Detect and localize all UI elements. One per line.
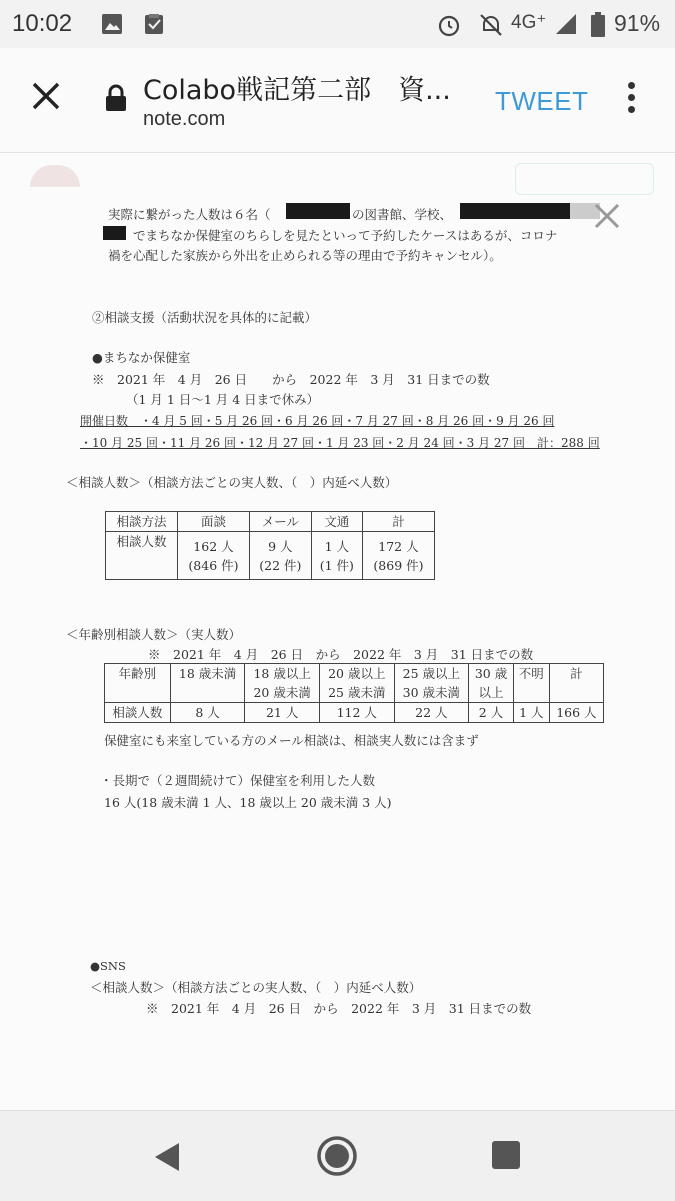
cell-value: 162 人 <box>193 538 234 554</box>
table-header: 相談方法 <box>106 512 178 532</box>
doc-line-3: 禍を心配した家族から外出を止められる等の理由で予約キャンセル）。 <box>108 248 502 263</box>
table-header: 年齢別 <box>105 664 171 703</box>
table-cell: 166 人 <box>549 703 603 723</box>
recent-apps-icon[interactable] <box>492 1141 520 1169</box>
more-options-icon[interactable] <box>624 82 638 116</box>
home-icon[interactable] <box>316 1135 358 1177</box>
tweet-button[interactable]: TWEET <box>495 86 589 116</box>
doc-line-1a: 実際に繋がった人数は６名（ <box>108 207 271 222</box>
table-header: 面談 <box>177 512 249 532</box>
consult-heading: ＜相談人数＞（相談方法ごとの実人数、（ ）内延べ人数） <box>66 475 398 490</box>
table-header: 計 <box>549 664 603 703</box>
long-term-count: 16 人(18 歳未満 1 人、18 歳以上 20 歳未満 3 人) <box>104 795 392 810</box>
mute-icon <box>478 12 504 38</box>
alarm-icon <box>436 12 462 38</box>
table-row-label: 相談人数 <box>105 703 171 723</box>
table-cell <box>311 532 362 580</box>
table-header: メール <box>250 512 312 532</box>
age-heading: ＜年齢別相談人数＞（実人数） <box>66 627 242 642</box>
table-cell: 8 人 <box>170 703 245 723</box>
consult-table <box>105 511 435 580</box>
cell-value: 9 人 <box>268 538 293 554</box>
table-header: 20 歳以上 25 歳未満 <box>319 664 394 703</box>
ad-frame <box>515 163 654 195</box>
cell-count: (869 件) <box>373 557 424 573</box>
table-row-label: 相談人数 <box>106 532 178 580</box>
table-header: 不明 <box>513 664 549 703</box>
signal-icon <box>554 12 578 36</box>
machinaka-heading: ●まちなか保健室 <box>92 350 191 365</box>
doc-line-2: でまちなか保健室のちらしを見たといって予約したケースはあるが、コロナ <box>133 228 558 243</box>
cell-value: 1 人 <box>324 538 349 554</box>
status-bar <box>0 0 675 48</box>
close-icon[interactable] <box>26 76 66 116</box>
sns-heading: ●SNS <box>90 959 126 973</box>
back-icon[interactable] <box>153 1141 181 1173</box>
cell-count: (1 件) <box>319 557 354 573</box>
cell-count: (846 件) <box>188 557 239 573</box>
navigation-bar <box>0 1110 675 1201</box>
table-cell: 21 人 <box>245 703 320 723</box>
table-cell <box>177 532 249 580</box>
period-text: ※ 2021 年 4 月 26 日 から 2022 年 3 月 31 日までの数 <box>146 1001 532 1016</box>
table-header: 18 歳未満 <box>170 664 245 703</box>
cell-count: (22 件) <box>259 557 302 573</box>
table-cell: 2 人 <box>469 703 514 723</box>
redaction-box <box>103 226 126 240</box>
period-text: ※ 2021 年 4 月 26 日 から 2022 年 3 月 31 日までの数 <box>148 647 534 662</box>
redaction-box <box>460 203 570 219</box>
image-icon <box>100 12 124 36</box>
page-title: Colabo戦記第二部 資... <box>143 75 451 106</box>
lock-icon <box>104 84 128 112</box>
redaction-box <box>286 203 350 219</box>
network-type: 4G⁺ <box>511 12 547 33</box>
table-header: 25 歳以上 30 歳未満 <box>394 664 469 703</box>
header-avatar <box>30 165 80 187</box>
status-time: 10:02 <box>12 10 73 37</box>
long-term-heading: ・長期で（２週間続けて）保健室を利用した人数 <box>100 773 376 788</box>
battery-percentage: 91% <box>614 10 661 36</box>
open-days-line-1: 開催日数 ・4 月 5 回・5 月 26 回・6 月 26 回・7 月 27 回・8 月 26 回・9 月 26 回 <box>80 414 555 428</box>
sns-consult-heading: ＜相談人数＞（相談方法ごとの実人数、（ ）内延べ人数） <box>90 980 422 995</box>
age-table <box>104 663 604 723</box>
table-cell <box>362 532 434 580</box>
table-header: 文通 <box>311 512 362 532</box>
table-header: 計 <box>362 512 434 532</box>
table-cell <box>250 532 312 580</box>
section-heading: ②相談支援（活動状況を具体的に記載） <box>92 310 318 325</box>
app-bar <box>0 48 675 153</box>
table-header: 30 歳 以上 <box>469 664 514 703</box>
table-cell: 1 人 <box>513 703 549 723</box>
battery-icon <box>590 12 606 38</box>
period-text: ※ 2021 年 4 月 26 日 から 2022 年 3 月 31 日までの数 <box>92 372 490 387</box>
mail-note: 保健室にも来室している方のメール相談は、相談実人数には含まず <box>104 733 479 748</box>
table-cell: 22 人 <box>394 703 469 723</box>
page-domain: note.com <box>143 108 226 130</box>
document-image <box>0 153 675 1110</box>
open-days-line-2: ・10 月 25 回・11 月 26 回・12 月 27 回・1 月 23 回・2 月 24 回・3 月 27 回 計：288 回 <box>80 436 600 450</box>
holiday-note: （1 月 1 日〜1 月 4 日まで休み） <box>126 392 320 407</box>
ad-close-icon[interactable] <box>592 201 622 231</box>
table-cell: 112 人 <box>319 703 394 723</box>
clipboard-icon <box>142 12 166 36</box>
table-header: 18 歳以上 20 歳未満 <box>245 664 320 703</box>
doc-line-1b: の図書館、学校、 <box>352 207 453 222</box>
cell-value: 172 人 <box>378 538 419 554</box>
